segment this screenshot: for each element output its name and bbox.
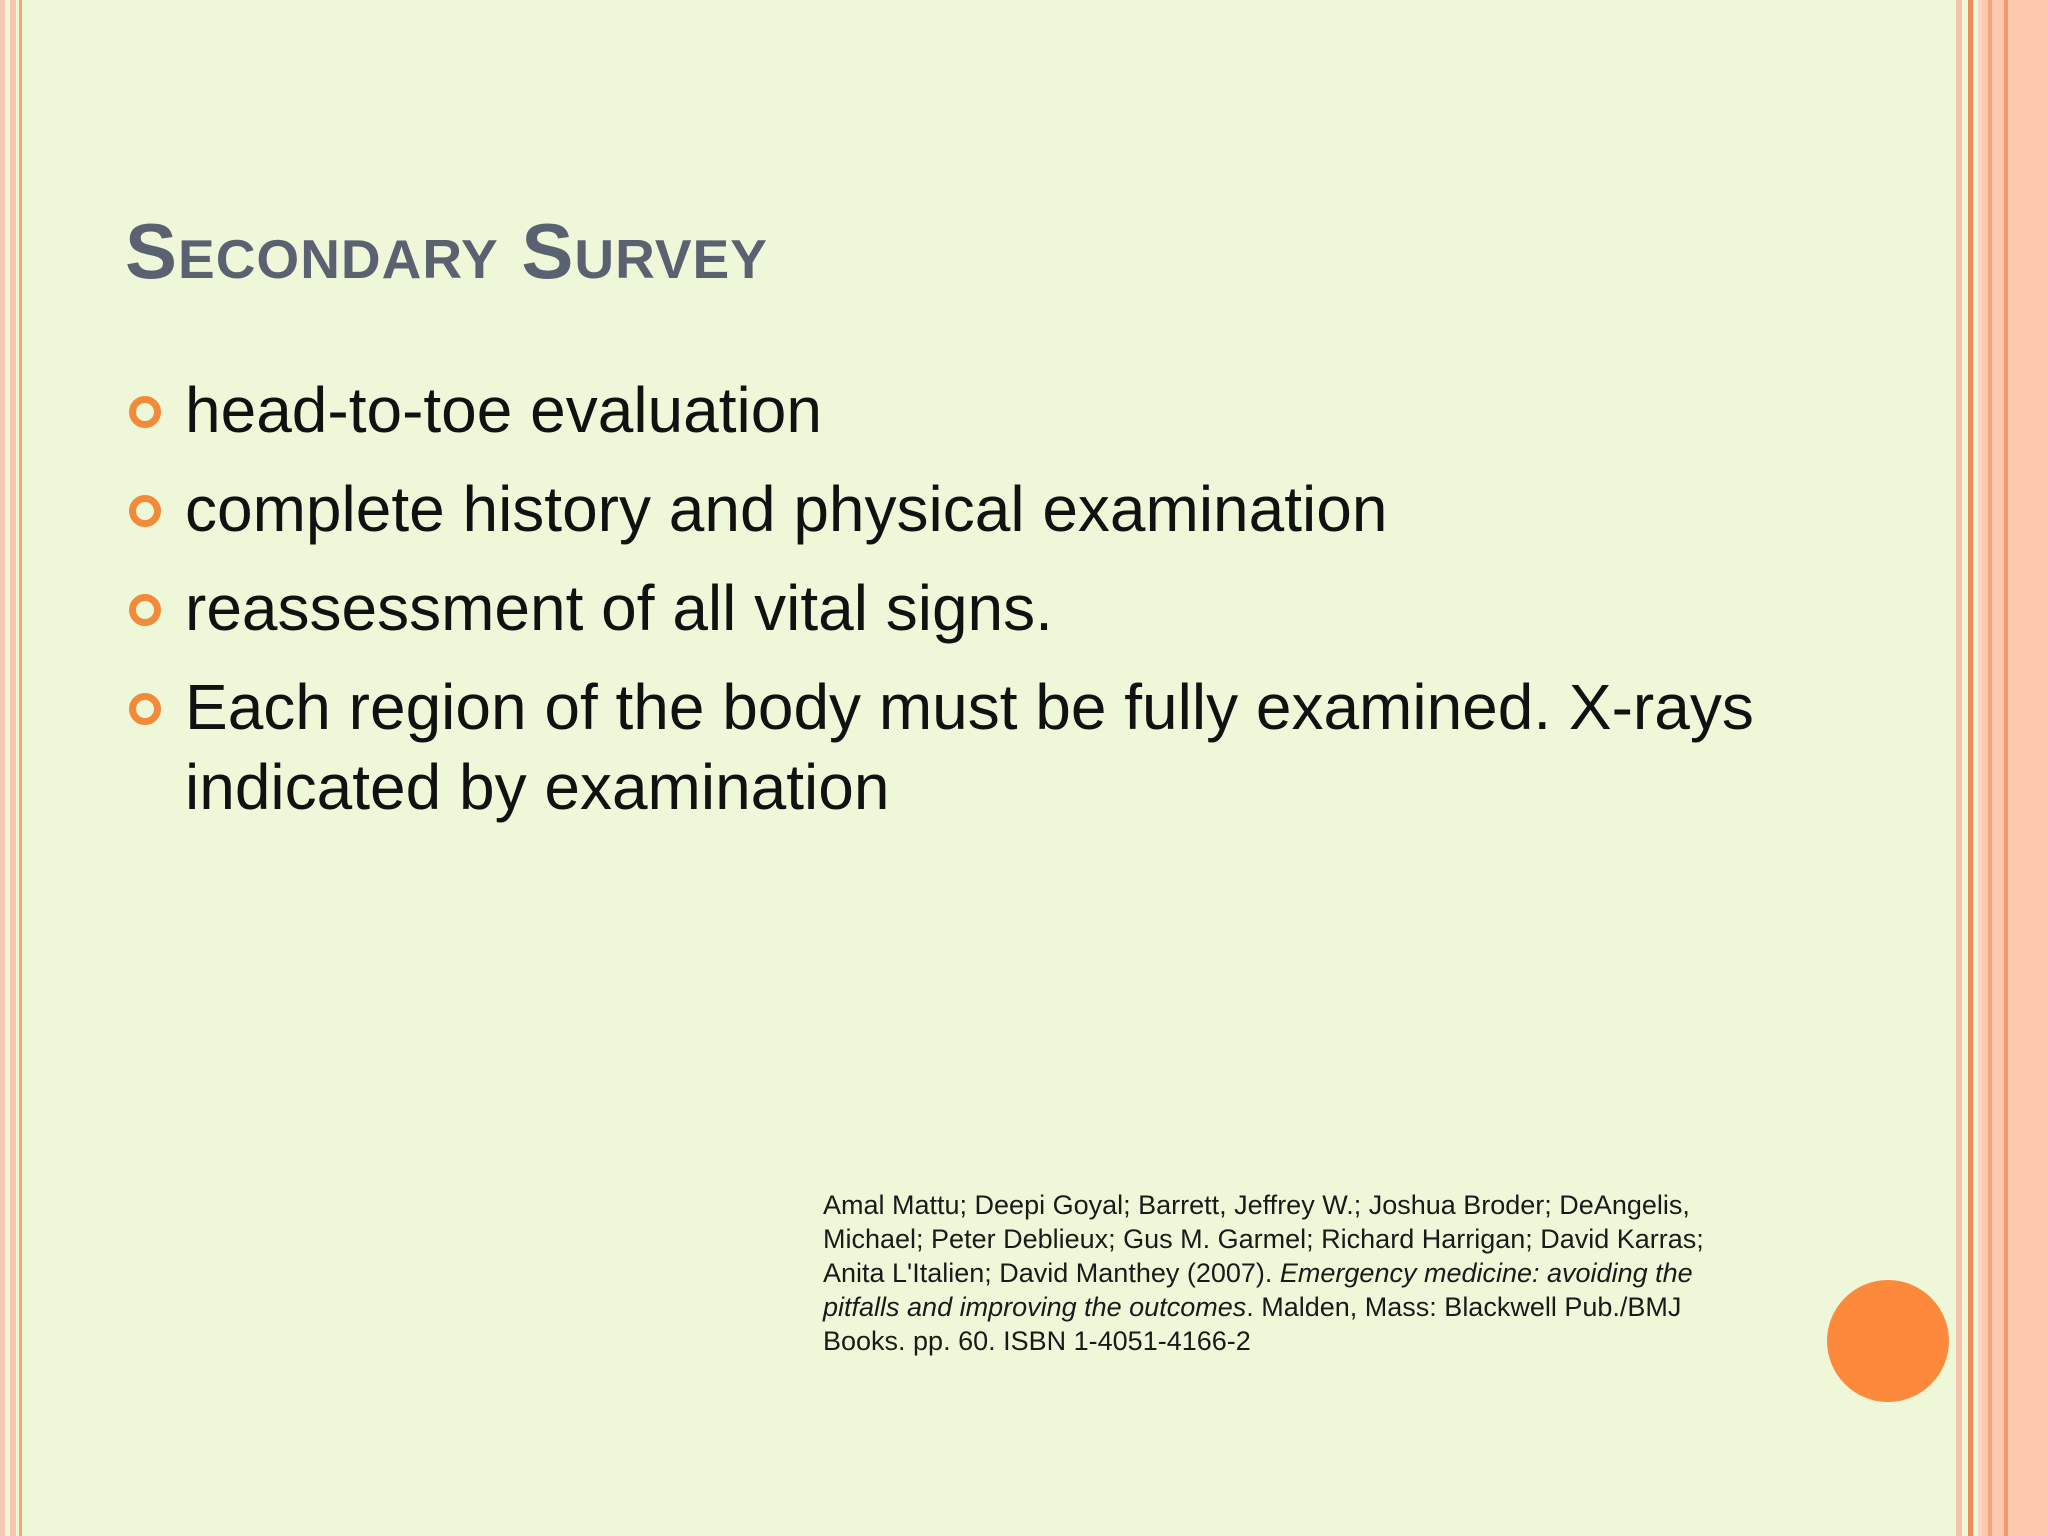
left-border-stripe [10,0,16,1536]
slide-title: Secondary Survey [125,207,768,295]
right-border-stripe [1978,0,1982,1536]
bullet-list [125,370,1765,846]
ring-bullet-icon [129,594,161,626]
right-border-stripe [1988,0,1992,1536]
right-border-stripe [1956,0,1962,1536]
bullet-text: head-to-toe evaluation [185,374,822,446]
ring-bullet-icon [129,396,161,428]
bullet-text: reassessment of all vital signs. [185,572,1053,644]
bullet-text: Each region of the body must be fully examined. X-rays indicated by examination [185,671,1754,823]
decorative-circle [1827,1280,1949,1402]
ring-bullet-icon [129,693,161,725]
right-border-stripe [1968,0,1973,1536]
left-border-stripe [19,0,22,1536]
citation-book-title: Emergency medicine: avoiding the pitfalls and improving the outcomes [823,1258,1693,1322]
right-border-stripe [2004,0,2008,1536]
bullet-item [125,667,1765,827]
ring-bullet-icon [129,495,161,527]
citation [823,1188,1753,1358]
bullet-item [125,568,1765,648]
bullet-item [125,469,1765,549]
bullet-item [125,370,1765,450]
bullet-text: complete history and physical examination [185,473,1388,545]
left-border-stripe [0,0,5,1536]
citation-publisher: . Malden, Mass: Blackwell Pub./BMJ Books. pp. 60. ISBN 1-4051-4166-2 [823,1292,1682,1356]
citation-authors: Amal Mattu; Deepi Goyal; Barrett, Jeffrey W.; Joshua Broder; DeAngelis, Michael; Peter Deblieux; Gus M. Garmel; Richard Harrigan; David Karras; Anita L'Italien; David Manthey (2007). [823,1190,1704,1288]
